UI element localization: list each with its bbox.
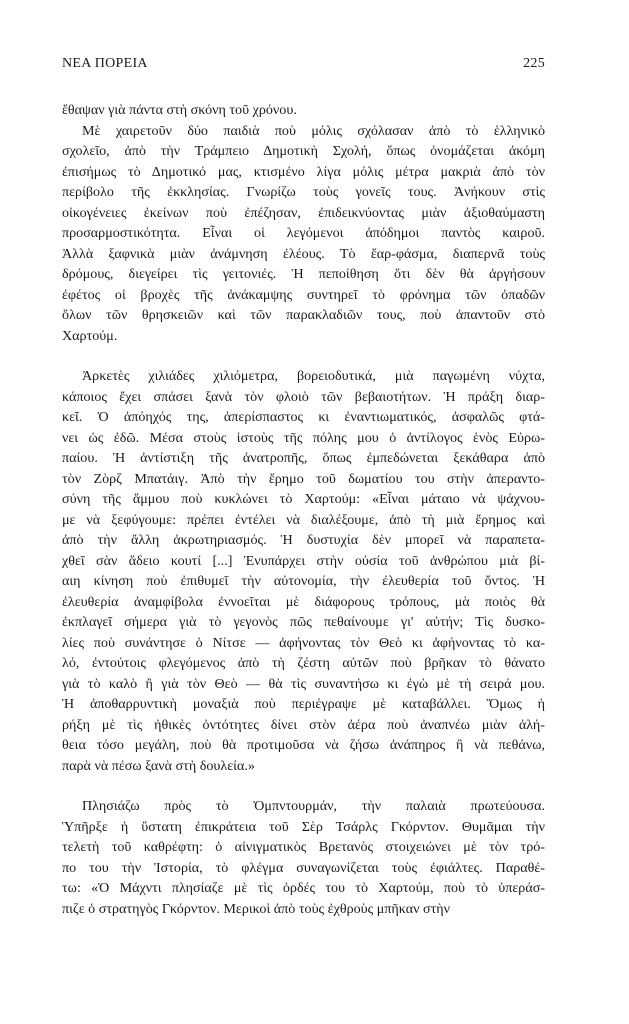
text-line: ρήξη μὲ τὶς ἠθικὲς ὀντότητες δίνει στὸν ἀέρα ποὺ ἀναπνέω μιὰν ἀλή- bbox=[62, 716, 545, 733]
text-line: ἐκπλαγεῖ σήμερα γιὰ τὸ γεγονὸς πῶς πεθαίνουμε γι' αὐτήν; Τὶς δυσκο- bbox=[62, 614, 545, 630]
paragraph-gap bbox=[62, 346, 545, 366]
paragraph-gap bbox=[62, 776, 545, 796]
text-line: τελετὴ τοῦ καθρέφτη: ὁ αἰνιγματικὸς Βρετανὸς στοιχειώνει μὲ τὸν τρό- bbox=[62, 839, 545, 855]
text-line: γιὰ τὸ καλὸ ἢ γιὰ τὸν Θεὸ — θὰ τὶς συναντήσω κι ἐγὼ μὲ τὴ σειρά μου. bbox=[62, 675, 545, 692]
text-line: λίες ποὺ συνάντησε ὁ Νίτσε — ἀφήνοντας τὸν Θεὸ κι ἀφήνοντας τὸ κα- bbox=[62, 634, 545, 651]
text-line: Ὑπῆρξε ἡ ὕστατη ἐπικράτεια τοῦ Σὲρ Τσάρλς Γκόρντον. Θυμᾶμαι τὴν bbox=[62, 818, 545, 835]
text-line: ἐπισήμως τὸ Δημοτικό μας, κτισμένο λίγα μόλις μέτρα μακριὰ ἀπὸ τὸν bbox=[62, 163, 545, 180]
text-line: ἐλευθερία ἀναμφίβολα ἐννοεῖται μὲ διάφορους τρόπους, μὰ ποιὸς θὰ bbox=[62, 593, 545, 610]
text-line: χθεῖ σὰν ἄδειο κουτί [...] Ἐνυπάρχει στὴν οὐσία τοῦ ἀνθρώπου μιὰ βί- bbox=[62, 552, 545, 569]
text-line: ἀπὸ τὴν ἄλλη ἀκρωτηριασμός. Ἡ δυστυχία δὲν μπορεῖ νὰ παραπετα- bbox=[62, 532, 545, 548]
paragraph bbox=[62, 100, 545, 121]
text-line: ἐφέτος οἱ βροχὲς τῆς ἀνάκαμψης συντηρεῖ τὸ φρόνημα τῶν ὀπαδῶν bbox=[62, 286, 545, 303]
paragraph bbox=[62, 121, 545, 347]
text-line: πο του τὴν Ἱστορία, τὸ φλέγμα συναγωνίζεται τοὺς ἐφιάλτες. Παραθέ- bbox=[62, 859, 545, 876]
text-line: τω: «Ὁ Μάχντι πλησίαζε μὲ τὶς ὀρδές του τὸ Χαρτούμ, ποὺ τὸ ὑπεράσ- bbox=[62, 880, 545, 896]
text-line: δρόμους, διεγείρει τὶς γειτονιές. Ἡ πεποίθηση ὅτι δὲν θὰ ἀργήσουν bbox=[62, 266, 545, 282]
text-line: με νὰ ξεφύγουμε: πρέπει ἐντέλει νὰ διαλέξουμε, ἀπὸ τὴ μιὰ ἔρημος καὶ bbox=[62, 511, 545, 528]
text-line: Μὲ χαιρετοῦν δύο παιδιὰ ποὺ μόλις σχόλασαν ἀπὸ τὸ ἑλληνικὸ bbox=[82, 122, 545, 139]
text-line: ὅλων τῶν θρησκειῶν καὶ τῶν παρακλαδιῶν τους, ποὺ ἀπαντοῦν στὸ bbox=[62, 307, 545, 323]
text-line: κεῖ. Ὁ ἀπόηχός της, ἀπερίσπαστος κι ἐναντιωματικός, ἀσφαλῶς φτά- bbox=[62, 409, 545, 425]
text-line: θεια τόσο μεγάλη, ποὺ θὰ προτιμοῦσα νὰ ζήσω ἀνάπηρος ἢ νὰ πεθάνω, bbox=[62, 737, 545, 753]
text-line: σύνη τῆς ἄμμου ποὺ κυκλώνει τὸ Χαρτούμ: «Εἶναι μάταιο νὰ ψάχνου- bbox=[62, 491, 545, 507]
running-head bbox=[62, 56, 545, 72]
paragraph bbox=[62, 366, 545, 776]
text-line: παίου. Ἡ ἀντίστιξη τῆς ἀνατροπῆς, ὅπως ἐμπεδώνεται ξεκάθαρα ἀπὸ bbox=[62, 450, 545, 466]
page-number: 225 bbox=[523, 56, 545, 71]
text-line: παρὰ νὰ πέσω ξανὰ στὴ δουλεία.» bbox=[62, 757, 255, 774]
text-line: τὸν Ζὸρζ Μπατάιγ. Ἀπὸ τὴν ἔρημο τοῦ δωματίου του στὴν ἀπεραντο- bbox=[62, 470, 545, 487]
text-line: οἰκογένειες ἐκείνων ποὺ ἐπέζησαν, ἐπιδεικνύοντας μιὰν ἀξιοθαύμαστη bbox=[62, 204, 545, 221]
text-line: προσαρμοστικότητα. Εἶναι οἱ λεγόμενοι ἀπόδημοι παντὸς καιροῦ. bbox=[62, 225, 545, 241]
text-line: αιη κίνηση ποὺ ἐπιθυμεῖ τὴν αὐτονομία, τὴν ἐλευθερία τοῦ ὄντος. Ἡ bbox=[62, 573, 545, 589]
body-text bbox=[62, 100, 545, 919]
text-line: Ἀρκετὲς χιλιάδες χιλιόμετρα, βορειοδυτικά, μιὰ παγωμένη νύχτα, bbox=[82, 368, 545, 384]
text-line: λό, ἐντούτοις φλεγόμενος ἀπὸ τὴ ζέστη αὐτῶν ποὺ βρῆκαν τὸ θάνατο bbox=[62, 655, 545, 671]
text-line: περίβολο τῆς ἐκκλησίας. Γνωρίζω τοὺς γονεῖς τους. Ἀνήκουν στὶς bbox=[62, 184, 545, 200]
text-line: ἔθαψαν γιὰ πάντα στὴ σκόνη τοῦ χρόνου. bbox=[62, 102, 297, 118]
paragraph bbox=[62, 796, 545, 919]
text-line: κάποιος ἔχει σπάσει ξανὰ τὸν φλοιὸ τῶν βεβαιοτήτων. Ἡ πράξη διαρ- bbox=[62, 388, 545, 405]
text-line: Πλησιάζω πρὸς τὸ Ὀμπντουρμάν, τὴν παλαιὰ πρωτεύουσα. bbox=[82, 798, 545, 814]
text-line: πιζε ὁ στρατηγὸς Γκόρντον. Μερικοὶ ἀπὸ τοὺς ἐχθροὺς μπῆκαν στὴν bbox=[62, 900, 451, 917]
text-line: Ἡ ἀποθαρρυντικὴ μοναξιὰ ποὺ περιέγραψε μὲ καταβάλλει. Ὅμως ἡ bbox=[62, 696, 545, 712]
running-title: ΝΕΑ ΠΟΡΕΙΑ bbox=[62, 56, 148, 71]
text-line: νει ὡς ἐδῶ. Μέσα στοὺς ἱστοὺς τῆς πόλης μου ὁ ἀντίλογος ἑνὸς Εὐρω- bbox=[62, 429, 545, 446]
text-line: σχολεῖο, ἀπὸ τὴν Τράμπειο Δημοτικὴ Σχολή, ὅπως ὀνομάζεται ἀκόμη bbox=[62, 143, 545, 159]
text-line: Ἀλλὰ ξαφνικὰ μιὰν ἀνάμνηση ἐλέους. Τὸ ἔαρ-φάσμα, διαπερνᾶ τοὺς bbox=[62, 245, 545, 262]
text-line: Χαρτούμ. bbox=[62, 327, 118, 344]
